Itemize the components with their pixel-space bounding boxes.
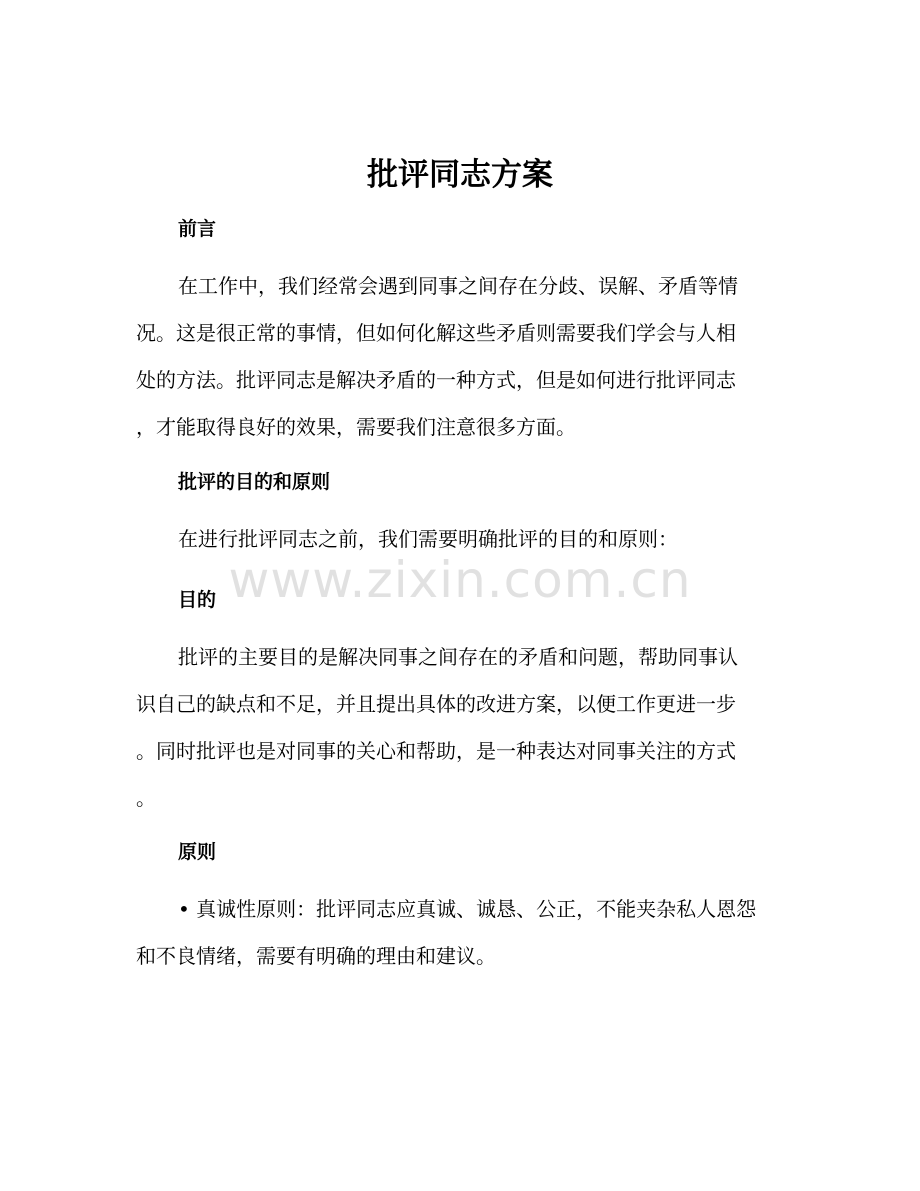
paragraph-preface bbox=[136, 263, 786, 451]
paragraph-line: 和不良情绪，需要有明确的理由和建议。 bbox=[136, 944, 496, 968]
paragraph-line: 。同时批评也是对同事的关心和帮助，是一种表达对同事关注的方式 bbox=[136, 739, 736, 763]
section-heading-principles: 原则 bbox=[178, 841, 217, 863]
section-heading-preface: 前言 bbox=[178, 218, 217, 240]
paragraph-line: 识自己的缺点和不足，并且提出具体的改进方案，以便工作更进一步 bbox=[136, 692, 736, 716]
paragraph-line: 批评的主要目的是解决同事之间存在的矛盾和问题，帮助同事认 bbox=[178, 645, 738, 669]
paragraph-line: 在进行批评同志之前，我们需要明确批评的目的和原则： bbox=[178, 527, 678, 551]
section-heading-purpose-and-principles: 批评的目的和原则 bbox=[178, 471, 331, 493]
paragraph-purpose bbox=[136, 634, 786, 822]
paragraph-principles bbox=[136, 886, 786, 980]
paragraph-line: ，才能取得良好的效果，需要我们注意很多方面。 bbox=[136, 415, 576, 439]
bullet-item-sincerity: • 真诚性原则：批评同志应真诚、诚恳、公正，不能夹杂私人恩怨 bbox=[178, 897, 757, 921]
section-heading-purpose: 目的 bbox=[178, 589, 217, 611]
paragraph-line: 况。这是很正常的事情，但如何化解这些矛盾则需要我们学会与人相 bbox=[136, 321, 736, 345]
paragraph-line: 处的方法。批评同志是解决矛盾的一种方式，但是如何进行批评同志 bbox=[136, 368, 736, 392]
paragraph-line: 。 bbox=[136, 786, 156, 810]
document-title: 批评同志方案 bbox=[367, 157, 553, 193]
paragraph-purpose-and-principles bbox=[136, 516, 786, 563]
paragraph-line: 在工作中，我们经常会遇到同事之间存在分歧、误解、矛盾等情 bbox=[178, 274, 738, 298]
watermark: www.zixin.com.cn bbox=[228, 551, 692, 609]
